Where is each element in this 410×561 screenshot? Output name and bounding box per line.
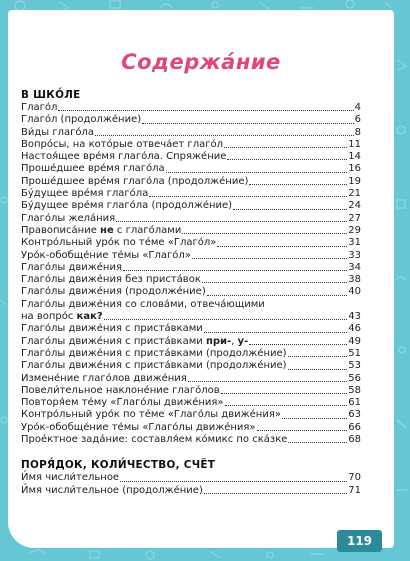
toc-page-number: 24 [348,200,361,212]
toc-entry-title: Уро́к-обобще́ние те́мы «Глаго́лы движе́ния» [21,421,256,433]
toc-entry-title: Глаго́лы движе́ния без приста́вок [21,274,201,286]
toc-entry[interactable] [21,336,361,348]
dot-leader [233,209,347,210]
toc-entry-title: Глаго́лы жела́ния [21,212,116,224]
toc-entry[interactable] [21,127,361,139]
toc-entry-title: Глаго́лы движе́ния с приста́вками (продолже́ние) [21,360,287,372]
dot-leader [217,246,347,247]
section-heading: В ШКО́ЛЕ [21,89,81,101]
toc-page-number: 63 [348,409,361,421]
dot-leader [123,270,347,271]
section-gap [21,446,361,458]
toc-entry-title: Правописа́ние не с глаго́лами [21,224,182,236]
dot-leader [95,135,354,136]
toc-entry-title: Глаго́лы движе́ния с приста́вками (продолже́ние) [21,347,287,359]
toc-entry[interactable] [21,348,361,360]
toc-entry-title: Бу́дущее вре́мя глаго́ла (продолже́ние) [21,200,233,212]
dot-leader [224,147,347,148]
toc-entry[interactable] [21,434,361,446]
dot-leader [288,356,348,357]
toc-page-number: 38 [348,274,361,286]
toc-entry[interactable] [21,163,361,175]
toc-entry-title: Повели́тельное наклоне́ние глаго́лов [21,384,220,396]
toc-entry-line[interactable] [21,299,361,311]
dot-leader [104,319,348,320]
toc-entry-title: Глаго́л [21,102,58,113]
dot-leader [204,332,347,333]
dot-leader [282,418,347,419]
contents-page [8,10,394,548]
toc-page-number: 11 [348,138,361,150]
dot-leader [116,221,347,222]
toc-entry-title: Глаго́лы движе́ния с приста́вками [21,323,203,335]
toc-page-number: 71 [348,484,361,496]
toc-entry[interactable] [21,373,361,385]
toc-entry-title: Настоя́щее вре́мя глаго́ла. Спряже́ние [21,151,227,163]
toc-page-number: 68 [348,434,361,446]
toc-entry[interactable] [21,472,361,484]
toc-page-number: 58 [348,384,361,396]
dot-leader [249,184,347,185]
toc-page-number: 6 [354,114,361,126]
dot-leader [182,233,347,234]
dot-leader [202,282,347,283]
toc-entry-title: Глаго́лы движе́ния [21,261,122,273]
toc-page-number: 33 [348,249,361,261]
toc-entry-title: Измене́ние глаго́лов движе́ния [21,372,187,384]
toc-entry[interactable] [21,422,361,434]
dot-leader [249,344,347,345]
page-number-badge: 119 [337,530,382,552]
toc-entry[interactable] [21,323,361,335]
dot-leader [207,295,348,296]
toc-entry[interactable] [21,188,361,200]
dot-leader [225,405,348,406]
toc-page-number: 16 [348,163,361,175]
toc-page-number: 53 [348,360,361,372]
toc-entry-title: Глаго́лы движе́ния со слова́ми, отвеча́ющими [21,298,265,310]
toc-entry[interactable] [21,225,361,237]
toc-entry-title: Глаго́л (продолже́ние) [21,114,142,126]
toc-page-number: 29 [348,224,361,236]
toc-page-number: 14 [348,151,361,163]
dot-leader [227,159,347,160]
toc-entry-title: Уро́к-обобще́ние те́мы «Глаго́л» [21,249,191,261]
toc-entry-title: Проше́дшее вре́мя глаго́ла [21,163,165,175]
dot-leader [192,258,347,259]
toc-page-number: 19 [348,175,361,187]
page-title: Содержа́ние [121,50,281,74]
dot-leader [58,110,353,111]
toc-page-number: 46 [348,323,361,335]
toc-entry[interactable] [21,274,361,286]
toc-entry[interactable] [21,409,361,421]
toc-page-number: 61 [348,397,361,409]
toc-page-number: 40 [348,286,361,298]
toc-page-number: 70 [348,472,361,484]
toc-entry[interactable] [21,250,361,262]
dot-leader [142,123,353,124]
toc-entry-title: Проше́дшее вре́мя глаго́ла (продолже́ние) [21,175,249,187]
toc-entry-title: Прое́ктное зада́ние: составля́ем ко́микс по ска́зке [21,434,288,446]
toc-entry[interactable] [21,311,361,323]
toc-entry[interactable] [21,262,361,274]
toc-page-number: 21 [348,188,361,200]
dot-leader [257,430,348,431]
toc-entry[interactable] [21,286,361,298]
toc-page-number: 56 [348,372,361,384]
toc-entry[interactable] [21,176,361,188]
toc-entry-title: Контро́льный уро́к по те́ме «Глаго́л» [21,237,217,249]
toc-entry-title: Бу́дущее вре́мя глаго́ла [21,188,149,200]
section-heading: ПОРЯ́ДОК, КОЛИ́ЧЕСТВО, СЧЁТ [21,459,216,472]
dot-leader [288,369,348,370]
toc-entry-title: Глаго́лы движе́ния с приста́вками при-, у- [21,335,249,347]
dot-leader [149,196,347,197]
toc-entry[interactable] [21,114,361,126]
dot-leader [120,481,347,482]
toc-page-number: 66 [348,421,361,433]
toc-entry-title: И́мя числи́тельное [21,472,120,484]
toc-page-number: 49 [348,335,361,347]
toc-entry-title: Вопро́сы, на кото́рые отвеча́ет глаго́л [21,138,223,150]
toc-entry[interactable] [21,360,361,372]
toc-entry-title: Ви́ды глаго́ла [21,126,95,138]
toc-entry[interactable] [21,485,361,497]
dot-leader [204,493,347,494]
toc-page-number: 27 [348,212,361,224]
toc-page-number: 4 [354,102,361,113]
toc-entry[interactable] [21,139,361,151]
toc-entry-title: И́мя числи́тельное (продолже́ние) [21,484,203,496]
dot-leader [188,381,347,382]
toc-entry[interactable] [21,200,361,212]
toc-entry[interactable] [21,397,361,409]
toc-entry[interactable] [21,102,361,114]
toc-entry-title: Повторя́ем те́му «Глаго́лы движе́ния» [21,397,224,409]
toc-page-number: 51 [348,347,361,359]
toc-entry-title: Глаго́лы движе́ния (продолже́ние) [21,286,206,298]
dot-leader [166,172,348,173]
toc-page-number: 31 [348,237,361,249]
toc-entry[interactable] [21,237,361,249]
toc-entry-title: на вопро́с как? [21,311,103,323]
toc-entry-title: Контро́льный уро́к по те́ме «Глаго́лы движе́ния» [21,409,281,421]
toc-page-number: 8 [354,126,361,138]
toc-entry[interactable] [21,385,361,397]
dot-leader [288,442,347,443]
dot-leader [221,393,348,394]
toc-entry[interactable] [21,151,361,163]
toc-page-number: 34 [348,261,361,273]
toc-entry[interactable] [21,213,361,225]
toc-page-number: 43 [348,311,361,323]
table-of-contents [21,88,361,497]
